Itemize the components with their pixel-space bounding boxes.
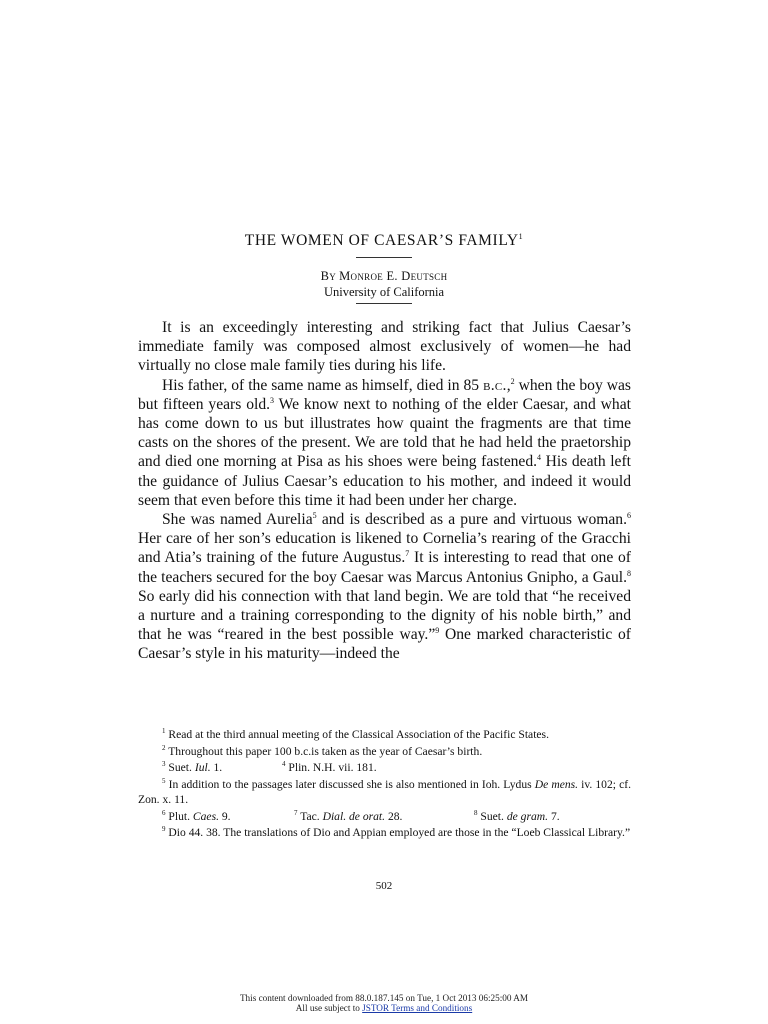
byline-divider	[356, 303, 412, 304]
footnote-ref-9: 9	[435, 626, 440, 636]
footnote-9: $^9$ Dio 44. 38. The translations of Dio and Appian employed are those in the “Loeb Classical Library.”	[162, 825, 631, 839]
title-divider	[356, 257, 412, 258]
download-notice: This content downloaded from 88.0.187.145 on Tue, 1 Oct 2013 06:25:00 AM	[239, 993, 529, 1003]
article-body	[138, 318, 631, 664]
footnote-row-3-4	[138, 760, 631, 776]
footnote-ref-2: 2	[510, 376, 515, 386]
jstor-notice	[0, 993, 768, 1013]
footnote-ref-4: 4	[537, 453, 542, 463]
paragraph-3: She was named Aurelia$^5$ and is described as a pure and virtuous woman.$^6$ Her care of her son’s education is likened to Cornelia’s rearing of the Gracchi and Atia’s training of the future Augustus.$^7$ It is interesting to read that one of the teachers secured for the boy Caesar was Marcus Antonius Gnipho, a Gaul.$^8$ So early did his connection with that land begin. We are told that “he received a nurture and a training corresponding to the dignity of his noble birth,” and that he was “reared in the best possible way.”$^9$ One marked characteristic of Caesar’s style in his maturity—indeed the	[138, 510, 631, 663]
footnote-2: $^2$ Throughout this paper 100 b.c.is taken as the year of Caesar’s birth.	[162, 743, 483, 758]
affiliation: University of California	[323, 285, 445, 299]
byline	[0, 268, 768, 300]
footnote-1: $^1$ Read at the third annual meeting of the Classical Association of the Pacific States.	[162, 727, 549, 741]
footnote-ref-6: 6	[627, 510, 631, 520]
footnote-5: $^5$ In addition to the passages later discussed she is also mentioned in Ioh. Lydus De mens. iv. 102; cf. Zon. x. 11.	[138, 776, 631, 806]
footnote-8: $^8$ Suet. de gram. 7.	[474, 808, 560, 823]
footnote-ref-3: 3	[270, 395, 275, 405]
footnotes	[138, 727, 631, 842]
footnote-ref-5: 5	[312, 510, 317, 520]
author-line	[0, 268, 768, 284]
footnote-row-6-8	[138, 809, 631, 825]
article-title: THE WOMEN OF CAESAR’S FAMILY$^1$	[244, 232, 524, 250]
footnote-ref-1: 1	[518, 232, 524, 241]
footnote-ref-7: 7	[405, 549, 410, 559]
footnote-6: $^6$ Plut. Caes. 9.	[162, 808, 231, 823]
footnote-3: $^3$ Suet. Iul. 1.	[162, 760, 223, 774]
footnote-4: $^4$ Plin. N.H. vii. 181.	[282, 760, 377, 774]
author-name: Monroe E. Deutsch	[339, 269, 448, 283]
byline-by: By	[320, 269, 337, 283]
page-number: 502	[375, 880, 393, 892]
jstor-terms-link[interactable]: JSTOR Terms and Conditions	[362, 1003, 473, 1013]
paragraph-2: His father, of the same name as himself, died in 85 b.c.,$^2$ when the boy was but fifteen years old.$^3$ We know next to nothing of the elder Caesar, and what has come down to us but illustrates how quaint the fragments are that time casts on the shores of the present. We are told that he had held the praetorship and died one morning at Pisa as his shoes were being fastened.$^4$ His death left the guidance of Julius Caesar’s education to his mother, and indeed it would seem that even before this time it had been under her charge.	[138, 376, 631, 509]
paragraph-1: It is an exceedingly interesting and striking fact that Julius Caesar’s immediate family was composed almost exclusively of women—he had virtually no close male family ties during his life.	[138, 319, 631, 375]
terms-line: All use subject to JSTOR Terms and Conditions	[295, 1003, 473, 1013]
footnote-ref-8: 8	[627, 568, 631, 578]
footnote-7: $^7$ Tac. Dial. de orat. 28.	[294, 808, 403, 823]
